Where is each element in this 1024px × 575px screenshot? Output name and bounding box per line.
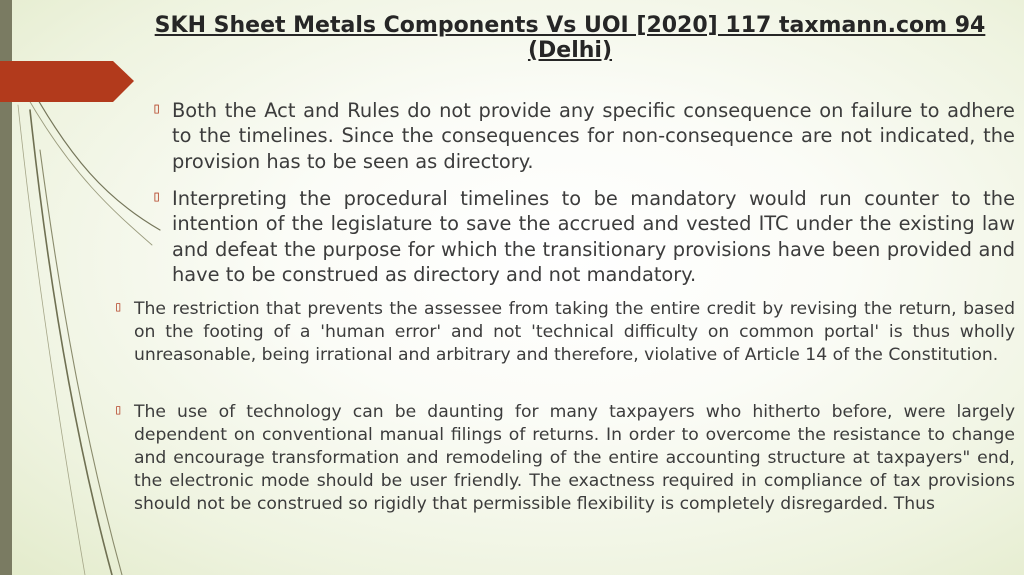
bullet-text: Both the Act and Rules do not provide any specific consequence on failure to adhere to the timelines. Since the consequences for non-consequence are not indicated, the provision has to be seen as directory. <box>172 99 1015 173</box>
bullet-item <box>152 98 1015 174</box>
accent-arrow-shape <box>0 61 134 102</box>
bullet-text: The use of technology can be daunting for many taxpayers who hitherto before, were largely dependent on conventional manual filings of returns. In order to overcome the resistance to change and encourage transformation and remodeling of the entire accounting structure at taxpayers" end, the electronic mode should be user friendly. The exactness required in compliance of tax provisions should not be construed so rigidly that permissible flexibility is completely disregarded. Thus <box>134 402 1015 515</box>
bullet-marker-icon: ▯ <box>152 187 162 205</box>
bullet-item <box>152 186 1015 287</box>
bullet-marker-icon: ▯ <box>114 402 123 418</box>
bullet-item <box>114 298 1015 367</box>
bullet-text: Interpreting the procedural timelines to be mandatory would run counter to the intention of the legislature to save the accrued and vested ITC under the existing law and defeat the purpose for which the transitionary provisions have been provided and have to be construed as directory and not mandatory. <box>172 187 1015 286</box>
bullet-marker-icon: ▯ <box>114 299 123 315</box>
slide-title: SKH Sheet Metals Components Vs UOI [2020] 117 taxmann.com 94 (Delhi) <box>154 13 986 63</box>
bullet-text: The restriction that prevents the assessee from taking the entire credit by revising the return, based on the footing of a 'human error' and not 'technical difficulty on common portal' is thus wholly unreasonable, being irrational and arbitrary and therefore, violative of Article 14 of the Constitution. <box>134 299 1015 366</box>
bullet-item <box>114 401 1015 516</box>
bullet-marker-icon: ▯ <box>152 99 162 117</box>
